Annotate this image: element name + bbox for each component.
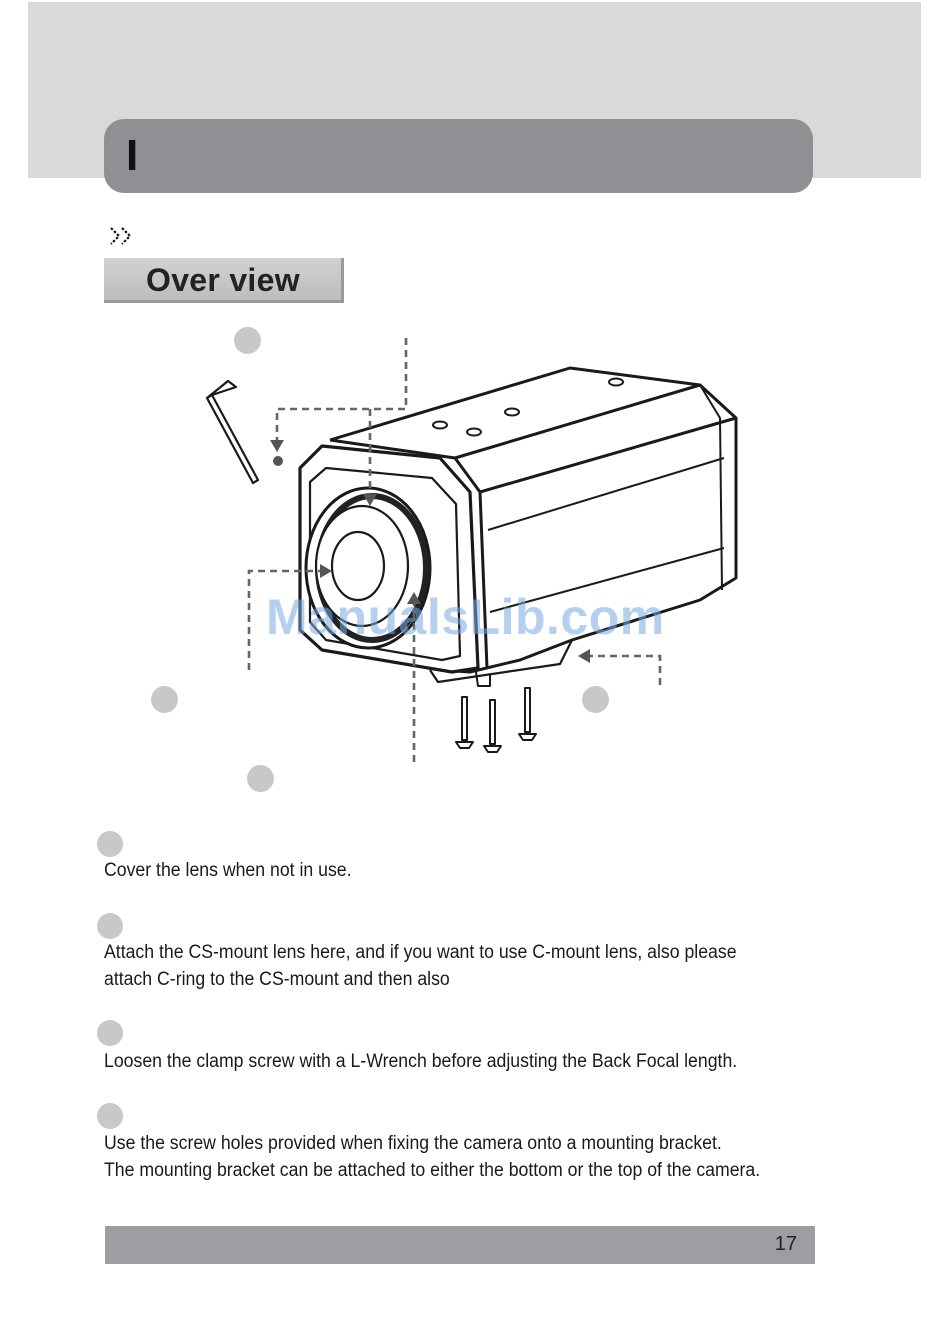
desc-dot-1 <box>97 831 123 857</box>
desc-lens-mount: Attach the CS-mount lens here, and if you want to use C-mount lens, also please attach C-ring to the CS-mount and then also <box>104 942 737 990</box>
callout-dot-clamp <box>247 765 274 792</box>
chapter-mark: I <box>126 131 139 180</box>
callout-dot-cover <box>234 327 261 354</box>
callout-dot-lens-mount <box>151 686 178 713</box>
footer-bar <box>105 1226 815 1264</box>
section-title: Over view <box>146 262 300 298</box>
desc-dot-3 <box>97 1020 123 1046</box>
desc-screw-holes: Use the screw holes provided when fixing the camera onto a mounting bracket. The mounting bracket can be attached to either the bottom or the top of the camera. <box>104 1133 761 1181</box>
watermark: ManualsLib.com <box>266 589 665 645</box>
desc-dot-2 <box>97 913 123 939</box>
desc-cover: Cover the lens when not in use. <box>104 860 352 881</box>
desc-clamp-screw: Loosen the clamp screw with a L-Wrench before adjusting the Back Focal length. <box>104 1051 738 1072</box>
desc-dot-4 <box>97 1103 123 1129</box>
page-number: 17 <box>774 1233 797 1255</box>
callout-dot-screw-holes <box>582 686 609 713</box>
